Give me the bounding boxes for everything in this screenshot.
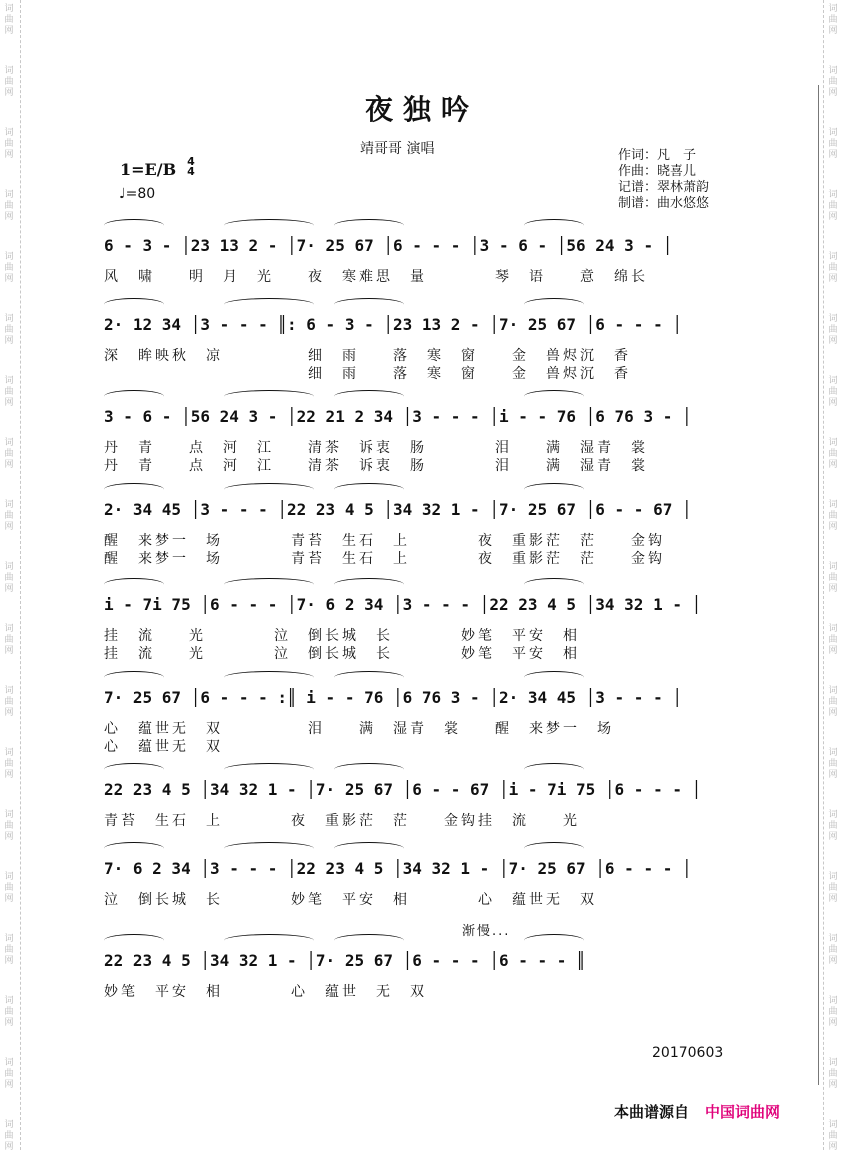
slur-arc (334, 842, 404, 855)
tempo-marking: ♩=80 (119, 186, 156, 202)
slur-arc (334, 578, 404, 591)
right-watermark-strip (823, 0, 844, 1150)
watermark-text: 词 曲 网 (828, 438, 838, 470)
watermark-text: 词 曲 网 (828, 128, 838, 160)
watermark-text: 词 曲 网 (4, 810, 14, 842)
slur-arc (224, 763, 314, 776)
watermark-text: 词 曲 网 (828, 252, 838, 284)
notation-line: 2· 34 45 │3 - - - │22 23 4 5 │34 32 1 - │7· 25 67 │6 - - 67 │ (104, 500, 692, 519)
watermark-text: 词 曲 网 (828, 624, 838, 656)
watermark-text: 词 曲 网 (4, 500, 14, 532)
lyric-line: 心 蕴世无 双 (104, 739, 223, 755)
watermark-text: 词 曲 网 (4, 1120, 14, 1150)
watermark-text: 词 曲 网 (828, 500, 838, 532)
lyric-line: 挂 流 光 泣 倒长城 长 妙笔 平安 相 (104, 628, 580, 644)
slur-arc (224, 578, 314, 591)
slur-arc (524, 298, 584, 311)
watermark-text: 词 曲 网 (828, 748, 838, 780)
date-stamp: 20170603 (652, 1045, 724, 1061)
slur-arc (224, 934, 314, 947)
watermark-text: 词 曲 网 (4, 4, 14, 36)
left-watermark-strip (0, 0, 21, 1150)
watermark-text: 词 曲 网 (828, 190, 838, 222)
slur-arc (224, 842, 314, 855)
watermark-text: 词 曲 网 (4, 314, 14, 346)
lyric-line: 挂 流 光 泣 倒长城 长 妙笔 平安 相 (104, 646, 580, 662)
notation-line: 3 - 6 - │56 24 3 - │22 21 2 34 │3 - - - │i - - 76 │6 76 3 - │ (104, 407, 692, 426)
slur-arc (524, 390, 584, 403)
source-credit (614, 1101, 780, 1122)
watermark-text: 词 曲 网 (4, 376, 14, 408)
slur-arc (334, 219, 404, 232)
lyric-line: 醒 来梦一 场 青苔 生石 上 夜 重影茫 茫 金钩 (104, 533, 665, 549)
lyric-line: 泣 倒长城 长 妙笔 平安 相 心 蕴世无 双 (104, 892, 597, 908)
slur-arc (334, 763, 404, 776)
slur-arc (334, 298, 404, 311)
notation-line: 2· 12 34 │3 - - - ║: 6 - 3 - │23 13 2 - │7· 25 67 │6 - - - │ (104, 315, 682, 334)
notation-line: 7· 6 2 34 │3 - - - │22 23 4 5 │34 32 1 - │7· 25 67 │6 - - - │ (104, 859, 692, 878)
margin-line (818, 85, 819, 1085)
watermark-text: 词 曲 网 (4, 934, 14, 966)
singer-credit: 靖哥哥 演唱 (360, 141, 435, 157)
source-brand: 中国词曲网 (705, 1103, 781, 1121)
watermark-text: 词 曲 网 (4, 66, 14, 98)
tempo-change: 渐慢... (462, 924, 511, 939)
lyric-line: 醒 来梦一 场 青苔 生石 上 夜 重影茫 茫 金钩 (104, 551, 665, 567)
watermark-text: 词 曲 网 (828, 1058, 838, 1090)
slur-arc (104, 671, 164, 684)
slur-arc (334, 671, 404, 684)
slur-arc (104, 763, 164, 776)
time-signature-bottom: 4 (187, 165, 195, 178)
slur-arc (334, 390, 404, 403)
slur-arc (524, 578, 584, 591)
watermark-text: 词 曲 网 (828, 686, 838, 718)
credit-transcriber: 记谱：翠林萧韵 (618, 180, 710, 195)
slur-arc (104, 934, 164, 947)
slur-arc (224, 483, 314, 496)
watermark-text: 词 曲 网 (4, 624, 14, 656)
watermark-text: 词 曲 网 (828, 4, 838, 36)
notation-line: 7· 25 67 │6 - - - :║ i - - 76 │6 76 3 - │2· 34 45 │3 - - - │ (104, 688, 682, 707)
slur-arc (224, 298, 314, 311)
watermark-text: 词 曲 网 (4, 996, 14, 1028)
slur-arc (104, 578, 164, 591)
source-label: 本曲谱源自 (614, 1103, 690, 1121)
watermark-text: 词 曲 网 (4, 128, 14, 160)
slur-arc (104, 842, 164, 855)
watermark-text: 词 曲 网 (828, 996, 838, 1028)
watermark-text: 词 曲 网 (828, 66, 838, 98)
slur-arc (524, 763, 584, 776)
slur-arc (334, 483, 404, 496)
watermark-text: 词 曲 网 (4, 686, 14, 718)
time-signature-top: 4 (187, 155, 195, 168)
lyric-line: 细 雨 落 寒 窗 金 兽烬沉 香 (104, 366, 631, 382)
lyric-line: 丹 青 点 河 江 清茶 诉衷 肠 泪 满 湿青 裳 (104, 458, 648, 474)
key-signature: 1=E/B (120, 160, 177, 179)
lyric-line: 心 蕴世无 双 泪 满 湿青 裳 醒 来梦一 场 (104, 721, 614, 737)
watermark-text: 词 曲 网 (4, 872, 14, 904)
watermark-text: 词 曲 网 (828, 810, 838, 842)
watermark-text: 词 曲 网 (828, 872, 838, 904)
slur-arc (524, 483, 584, 496)
slur-arc (224, 219, 314, 232)
slur-arc (524, 842, 584, 855)
credits-block (618, 148, 709, 212)
notation-line: 22 23 4 5 │34 32 1 - │7· 25 67 │6 - - 67 │i - 7i 75 │6 - - - │ (104, 780, 702, 799)
watermark-text: 词 曲 网 (4, 252, 14, 284)
lyric-line: 丹 青 点 河 江 清茶 诉衷 肠 泪 满 湿青 裳 (104, 440, 648, 456)
watermark-text: 词 曲 网 (828, 934, 838, 966)
watermark-text: 词 曲 网 (4, 190, 14, 222)
watermark-text: 词 曲 网 (4, 438, 14, 470)
credit-composer: 作曲：晓喜儿 (618, 164, 697, 179)
time-signature (186, 157, 196, 177)
lyric-line: 青苔 生石 上 夜 重影茫 茫 金钩挂 流 光 (104, 813, 580, 829)
watermark-text: 词 曲 网 (4, 562, 14, 594)
notation-line: 22 23 4 5 │34 32 1 - │7· 25 67 │6 - - - │6 - - - ║ (104, 951, 586, 970)
credit-engraver: 制谱：曲水悠悠 (618, 196, 710, 211)
notation-line: 6 - 3 - │23 13 2 - │7· 25 67 │6 - - - │3 - 6 - │56 24 3 - │ (104, 236, 673, 255)
watermark-text: 词 曲 网 (828, 314, 838, 346)
watermark-text: 词 曲 网 (4, 748, 14, 780)
song-title: 夜独吟 (364, 93, 479, 126)
slur-arc (104, 390, 164, 403)
slur-arc (104, 483, 164, 496)
slur-arc (334, 934, 404, 947)
lyric-line: 风 啸 明 月 光 夜 寒难思 量 琴 语 意 绵长 (104, 269, 648, 285)
watermark-text: 词 曲 网 (828, 376, 838, 408)
watermark-text: 词 曲 网 (828, 1120, 838, 1150)
slur-arc (524, 219, 584, 232)
slur-arc (104, 298, 164, 311)
notation-line: i - 7i 75 │6 - - - │7· 6 2 34 │3 - - - │22 23 4 5 │34 32 1 - │ (104, 595, 702, 614)
slur-arc (104, 219, 164, 232)
watermark-text: 词 曲 网 (828, 562, 838, 594)
credit-lyricist: 作词：凡 子 (618, 148, 697, 163)
slur-arc (224, 390, 314, 403)
lyric-line: 妙笔 平安 相 心 蕴世 无 双 (104, 984, 427, 1000)
watermark-text: 词 曲 网 (4, 1058, 14, 1090)
slur-arc (524, 934, 584, 947)
slur-arc (524, 671, 584, 684)
lyric-line: 深 眸映秋 凉 细 雨 落 寒 窗 金 兽烬沉 香 (104, 348, 631, 364)
slur-arc (224, 671, 314, 684)
